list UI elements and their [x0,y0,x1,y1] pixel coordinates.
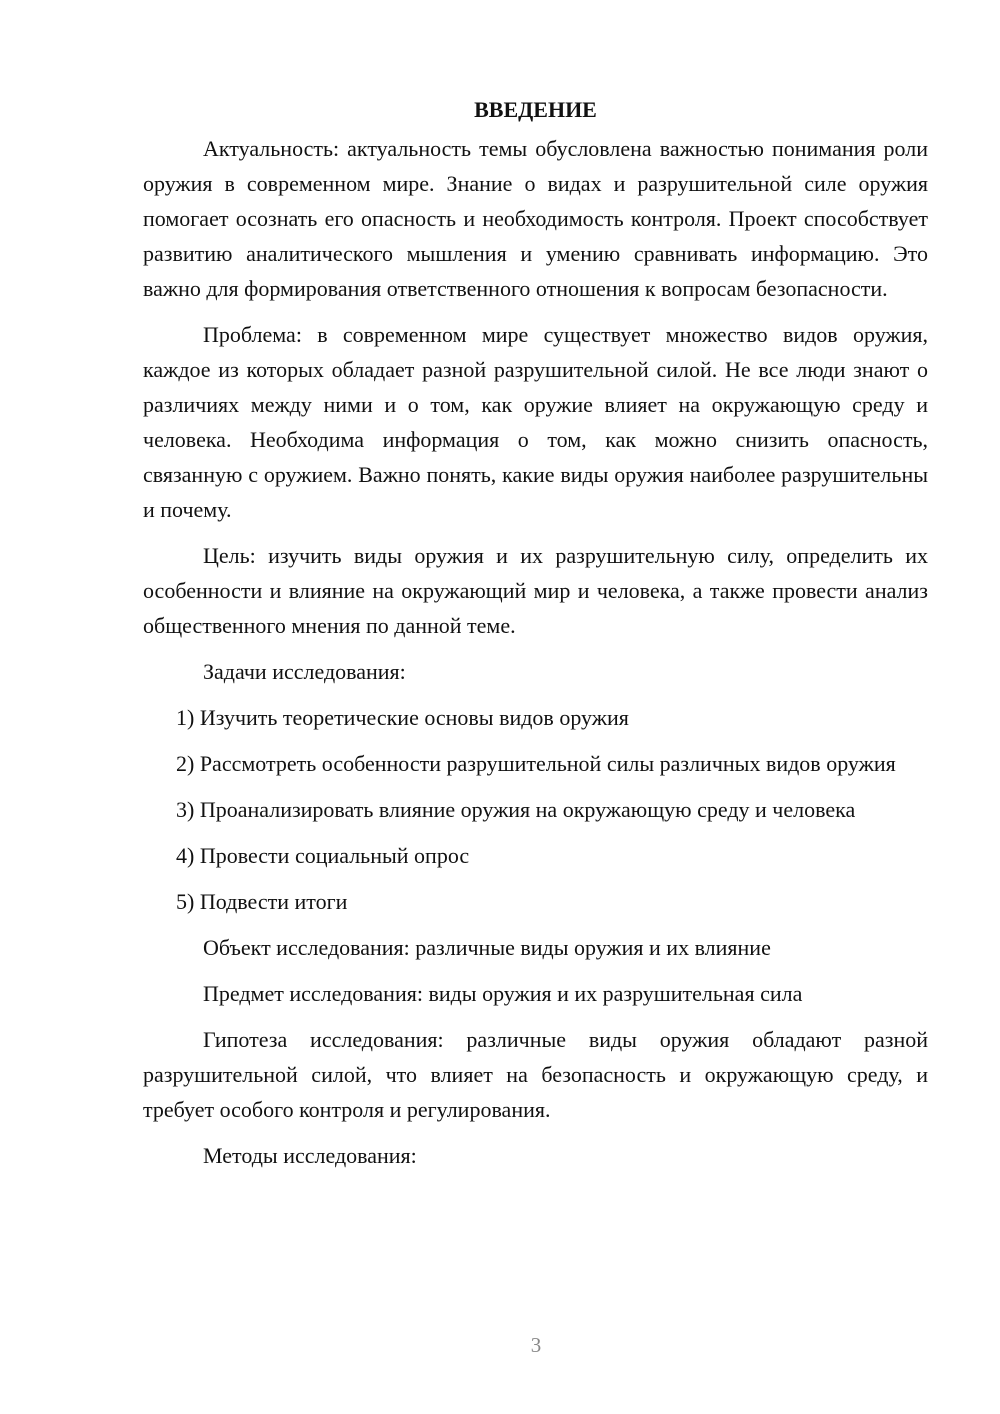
page-number: 3 [530,1333,542,1357]
page-content [143,92,928,1184]
task-item-5: 5) Подвести итоги [176,889,348,914]
paragraph-subject: Предмет исследования: виды оружия и их разрушительная сила [203,981,803,1006]
paragraph-tasks-heading: Задачи исследования: [203,659,406,684]
paragraph-methods: Методы исследования: [203,1143,417,1168]
paragraph-object: Объект исследования: различные виды оружия и их влияние [203,935,771,960]
task-item-3: 3) Проанализировать влияние оружия на окружающую среду и человека [176,797,856,822]
paragraph-problem: Проблема: в современном мире существует множество видов оружия, каждое из которых обладает разной разрушительной силой. Не все люди знают о различиях между ними и о том, как оружие влияет на окружающую среду и человека. Необходима информация о том, как можно снизить опасность, связанную с оружием. Важно понять, какие виды оружия наиболее разрушительны и почему. [143,322,928,522]
paragraph-relevance: Актуальность: актуальность темы обусловлена важностью понимания роли оружия в современном мире. Знание о видах и разрушительной силе оружия помогает осознать его опасность и необходимость контроля. Проект способствует развитию аналитического мышления и умению сравнивать информацию. Это важно для формирования ответственного отношения к вопросам безопасности. [143,136,928,301]
paragraph-hypothesis: Гипотеза исследования: различные виды оружия обладают разной разрушительной силой, что влияет на безопасность и окружающую среду, и требует особого контроля и регулирования. [143,1027,928,1122]
task-item-4: 4) Провести социальный опрос [176,843,470,868]
section-title: ВВЕДЕНИЕ [474,97,597,122]
task-item-2: 2) Рассмотреть особенности разрушительной силы различных видов оружия [176,751,896,776]
task-item-1: 1) Изучить теоретические основы видов оружия [176,705,629,730]
paragraph-goal: Цель: изучить виды оружия и их разрушительную силу, определить их особенности и влияние на окружающий мир и человека, а также провести анализ общественного мнения по данной теме. [143,543,928,638]
